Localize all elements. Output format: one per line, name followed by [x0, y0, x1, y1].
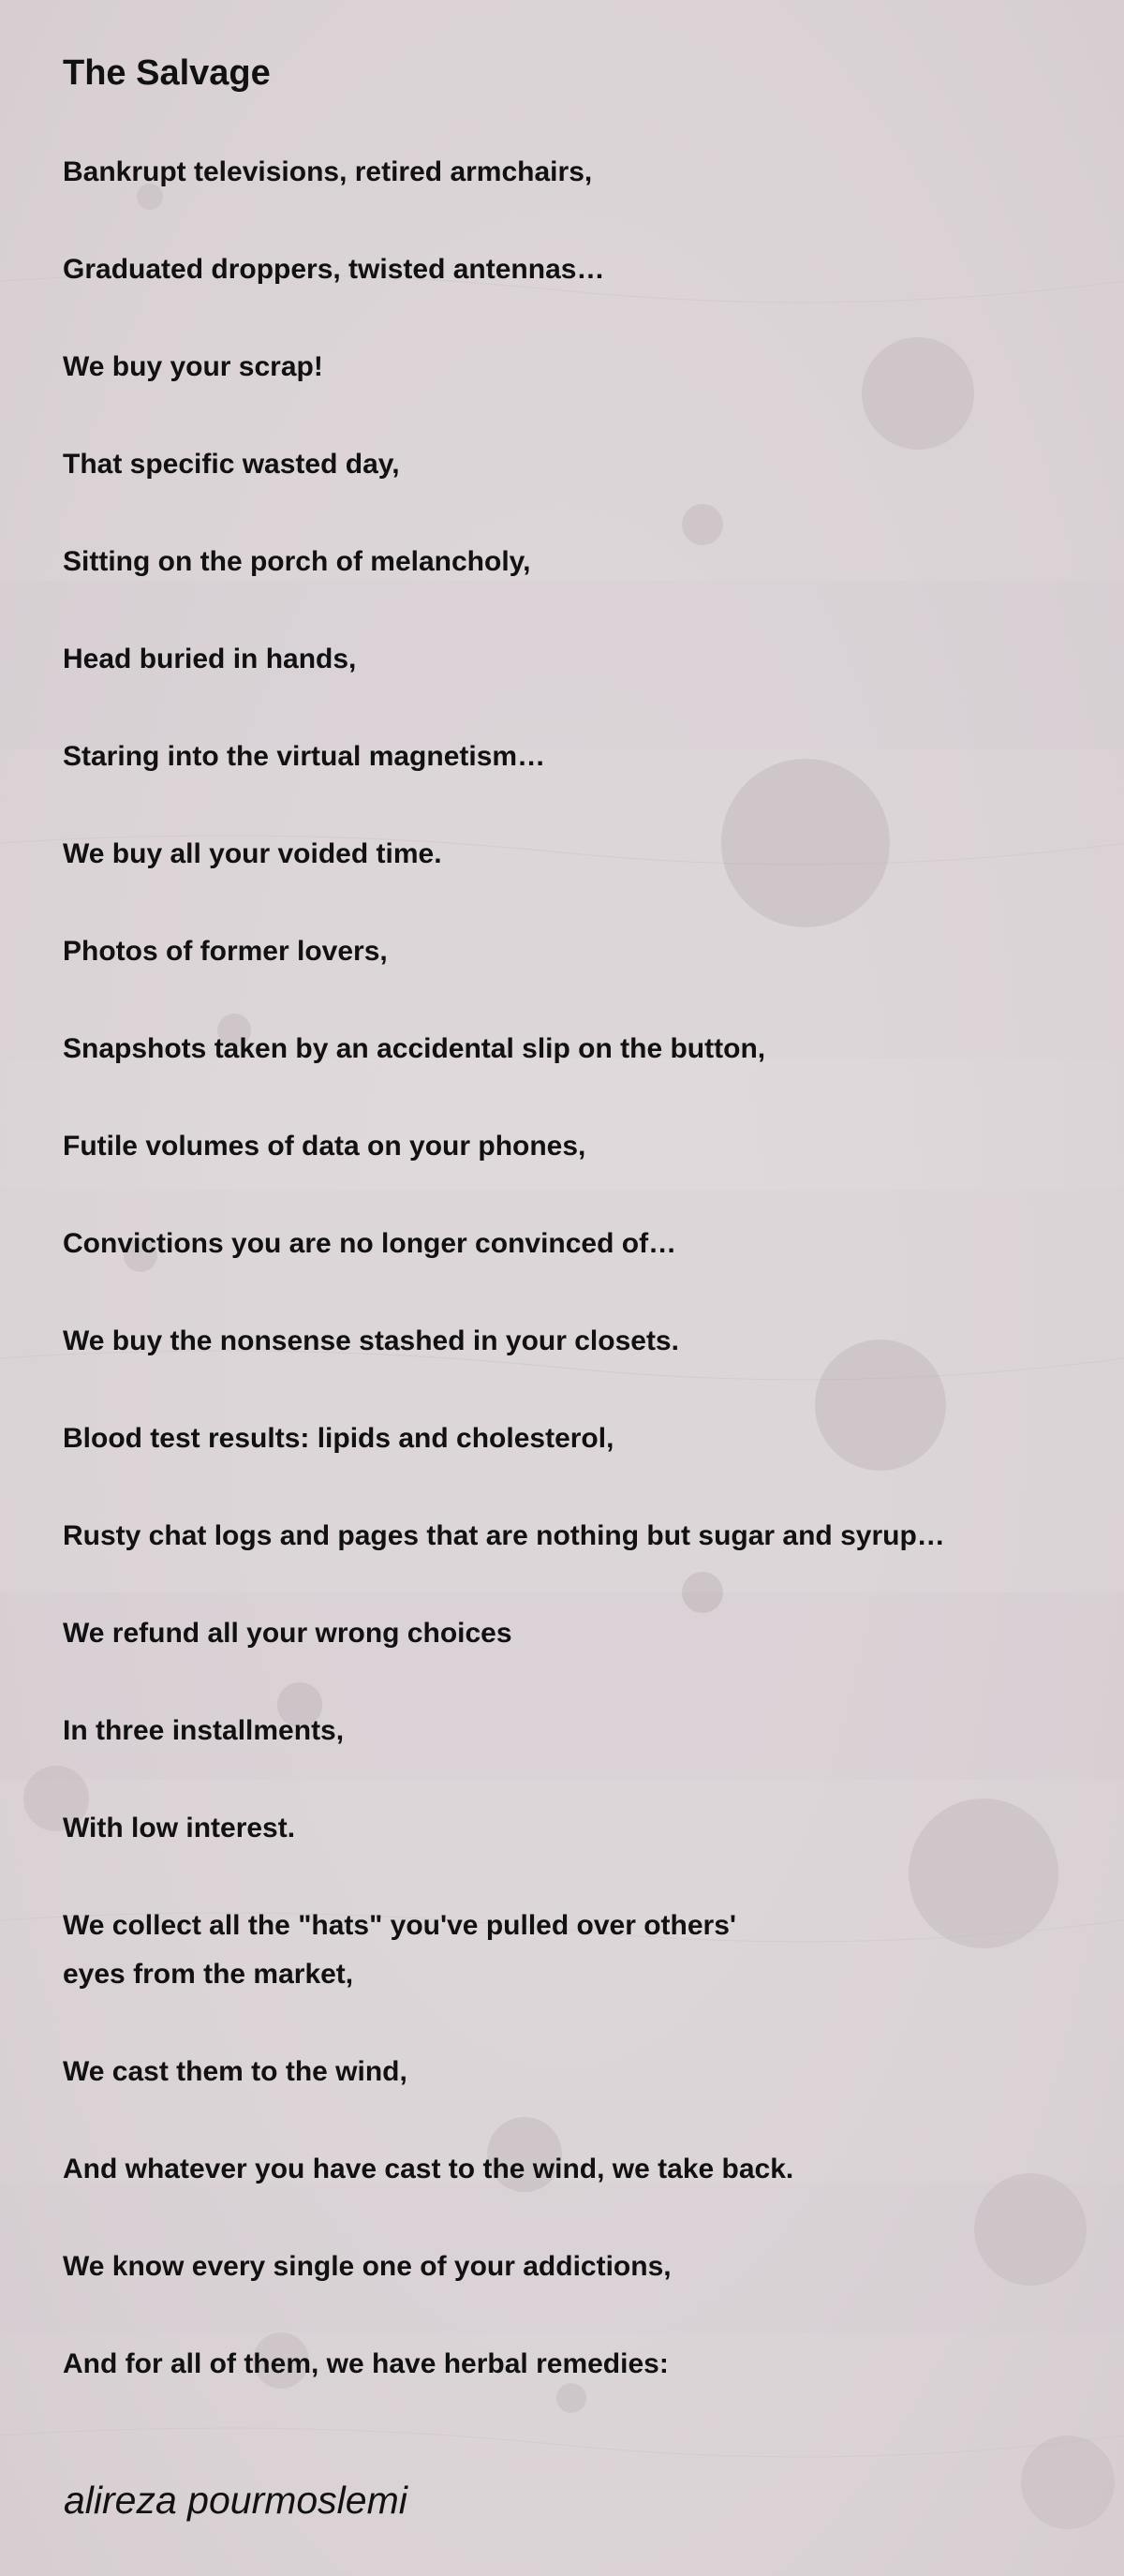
poem-line: In three installments, [63, 1715, 345, 1746]
poem-line: Bankrupt televisions, retired armchairs, [63, 156, 593, 187]
poem-author: alireza pourmoslemi [64, 2479, 407, 2522]
poem-line: Futile volumes of data on your phones, [63, 1131, 586, 1162]
poem-line: That specific wasted day, [63, 449, 400, 480]
poem-line: Snapshots taken by an accidental slip on the button, [63, 1033, 766, 1064]
poem-line: We buy the nonsense stashed in your closets. [63, 1325, 679, 1356]
poem-line: We refund all your wrong choices [63, 1618, 512, 1649]
poem-line: We buy your scrap! [63, 351, 323, 382]
poem-line: We know every single one of your addictions, [63, 2251, 672, 2282]
poem-line: Head buried in hands, [63, 644, 357, 674]
poem-line: We cast them to the wind, [63, 2056, 407, 2087]
poem-line: We collect all the "hats" you've pulled over others' eyes from the market, [63, 1910, 737, 1990]
poem-title: The Salvage [63, 53, 271, 93]
poem-line: Sitting on the porch of melancholy, [63, 546, 531, 577]
poem-line: Photos of former lovers, [63, 936, 388, 967]
poem-line: Staring into the virtual magnetism… [63, 741, 546, 772]
poem-line: With low interest. [63, 1813, 296, 1843]
poem-line: Blood test results: lipids and cholesterol, [63, 1423, 614, 1454]
poem-line: Graduated droppers, twisted antennas… [63, 254, 605, 285]
poem-line: Rusty chat logs and pages that are nothing but sugar and syrup… [63, 1520, 945, 1551]
poem-line: We buy all your voided time. [63, 838, 442, 869]
poem-line: And whatever you have cast to the wind, we take back. [63, 2154, 794, 2184]
poem-body [63, 148, 1074, 2389]
poem-line: And for all of them, we have herbal remedies: [63, 2348, 669, 2379]
poem-line: Convictions you are no longer convinced of… [63, 1228, 677, 1259]
